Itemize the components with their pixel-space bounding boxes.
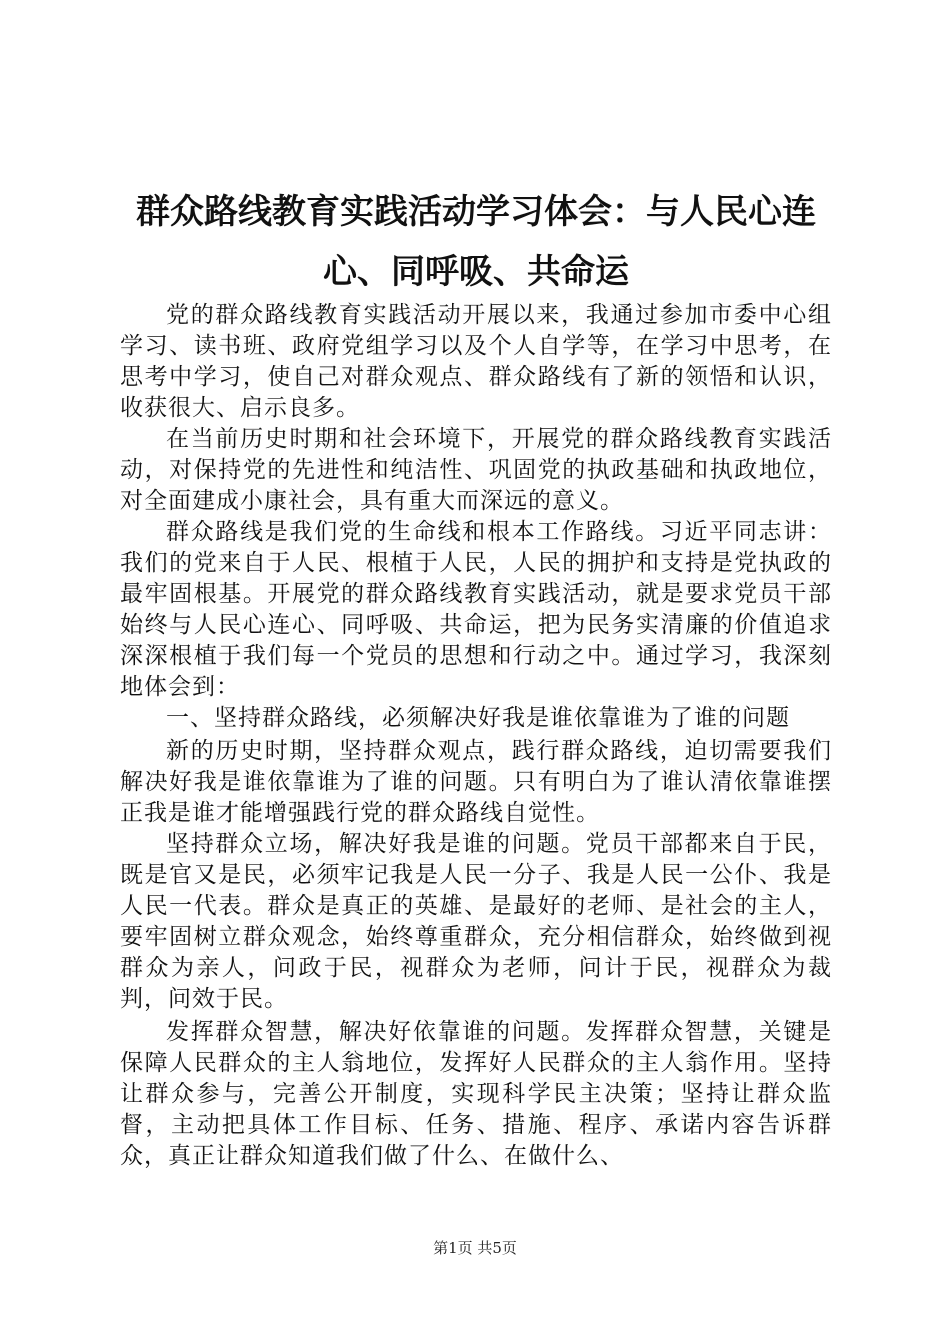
paragraph: 在当前历史时期和社会环境下，开展党的群众路线教育实践活动，对保持党的先进性和纯洁性、巩固党的执政基础和执政地位，对全面建成小康社会，具有重大而深远的意义。 bbox=[120, 426, 832, 514]
paragraph: 坚持群众立场，解决好我是谁的问题。党员干部都来自于民，既是官又是民，必须牢记我是人民一分子、我是人民一公仆、我是人民一代表。群众是真正的英雄、是最好的老师、是社会的主人，要牢固树立群众观念，始终尊重群众，充分相信群众，始终做到视群众为亲人，问政于民，视群众为老师，问计于民，视群众为裁判，问效于民。 bbox=[120, 831, 832, 1012]
document-title-line-2: 心、同呼吸、共命运 bbox=[323, 252, 629, 292]
paragraph: 党的群众路线教育实践活动开展以来，我通过参加市委中心组学习、读书班、政府党组学习以及个人自学等，在学习中思考，在思考中学习，使自己对群众观点、群众路线有了新的领悟和认识，收获很大、启示良多。 bbox=[120, 302, 832, 421]
paragraph: 新的历史时期，坚持群众观点，践行群众路线，迫切需要我们解决好我是谁依靠谁为了谁的问题。只有明白为了谁认清依靠谁摆正我是谁才能增强践行党的群众路线自觉性。 bbox=[120, 738, 832, 826]
paragraph: 发挥群众智慧，解决好依靠谁的问题。发挥群众智慧，关键是保障人民群众的主人翁地位，发挥好人民群众的主人翁作用。坚持让群众参与，完善公开制度，实现科学民主决策；坚持让群众监督，主动把具体工作目标、任务、措施、程序、承诺内容告诉群众，真正让群众知道我们做了什么、在做什么、 bbox=[120, 1019, 832, 1169]
document-title-line-1: 群众路线教育实践活动学习体会：与人民心连 bbox=[136, 192, 816, 232]
paragraph: 群众路线是我们党的生命线和根本工作路线。习近平同志讲：我们的党来自于人民、根植于人民，人民的拥护和支持是党执政的最牢固根基。开展党的群众路线教育实践活动，就是要求党员干部始终与人民心连心、同呼吸、共命运，把为民务实清廉的价值追求深深根植于我们每一个党员的思想和行动之中。通过学习，我深刻地体会到： bbox=[120, 519, 832, 700]
section-heading: 一、坚持群众路线，必须解决好我是谁依靠谁为了谁的问题 bbox=[166, 705, 790, 731]
page-number-footer: 第1页 共5页 bbox=[433, 1239, 517, 1257]
document-body bbox=[120, 300, 832, 1172]
